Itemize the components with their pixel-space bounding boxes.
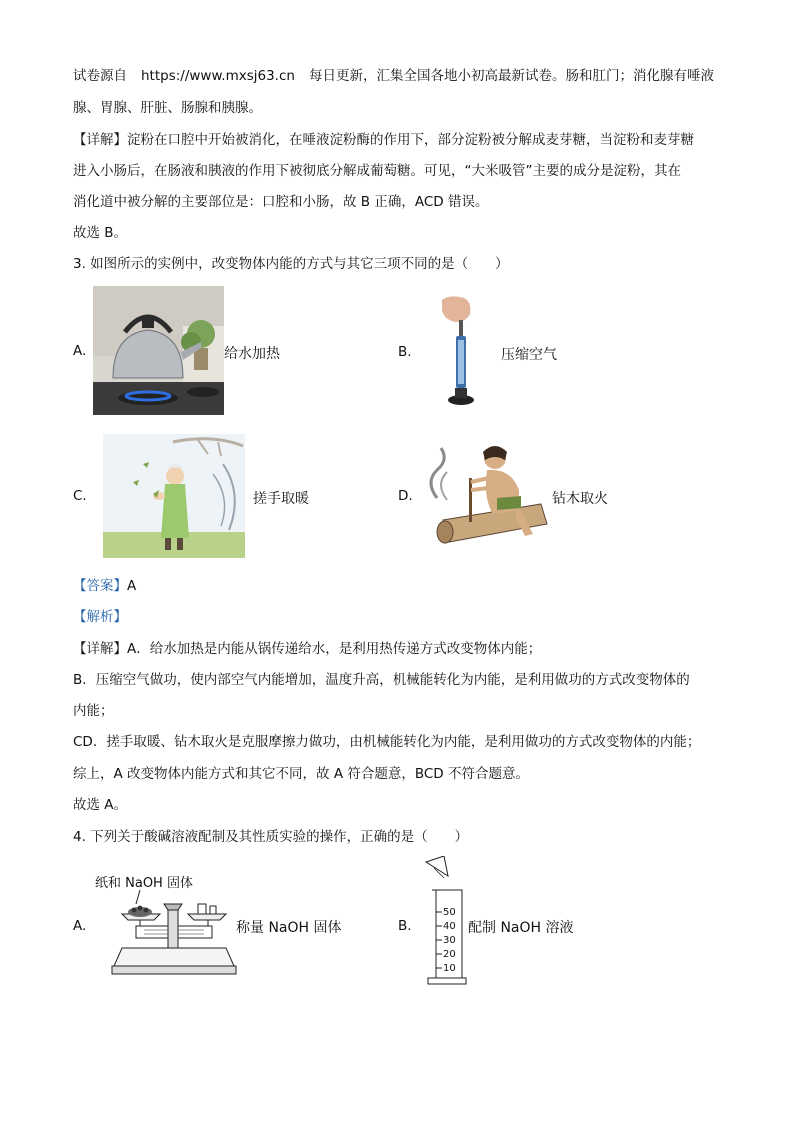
answer-line [73,576,136,596]
answer-label: 【答案】 [73,578,127,594]
option-b-letter: B. [398,344,412,360]
text-line: 故选 B。 [73,225,128,241]
option-a-letter: A. [73,343,87,359]
q4-option-b-letter: B. [398,918,412,934]
cylinder-tick-50: 50 [443,907,456,918]
cylinder-tick-40: 40 [443,921,456,932]
drilling-wood-fire-image [423,438,551,552]
option-d-letter: D. [398,488,413,504]
balance-scale-image [110,890,238,976]
cylinder-tick-10: 10 [443,963,456,974]
measuring-cylinder-image [424,856,468,988]
text-line: 故选 A。 [73,797,128,813]
text-line: 综上，A 改变物体内能方式和其它不同，故 A 符合题意，BCD 不符合题意。 [73,766,529,782]
header-url[interactable]: https://www.mxsj63.cn [141,68,295,84]
text-line: 腺、胃腺、肝脏、肠腺和胰腺。 [73,100,262,116]
text-line: 进入小肠后，在肠液和胰液的作用下被彻底分解成葡萄糖。可见，“大米吸管”主要的成分是淀粉，其在 [73,163,681,179]
rubbing-hands-image [103,434,245,558]
q4-option-a-caption: 称量 NaOH 固体 [236,920,342,936]
option-d-caption: 钻木取火 [552,491,608,507]
text-line: 【详解】A．给水加热是内能从锅传递给水，是利用热传递方式改变物体内能； [73,641,542,657]
option-b-caption: 压缩空气 [501,347,557,363]
option-c-caption: 搓手取暖 [253,491,309,507]
header-line [73,66,714,86]
text-line: 内能； [73,703,114,719]
text-line: 【详解】淀粉在口腔中开始被消化，在唾液淀粉酶的作用下，部分淀粉被分解成麦芽糖，当淀粉和麦芽糖 [73,132,694,148]
cylinder-tick-20: 20 [443,949,456,960]
q4-option-b-caption: 配制 NaOH 溶液 [468,920,574,936]
answer-value: A [127,578,137,594]
question-4: 4. 下列关于酸碱溶液配制及其性质实验的操作，正确的是（ ） [73,829,469,845]
balance-label: 纸和 NaOH 固体 [95,876,193,891]
text-line: B．压缩空气做功，使内部空气内能增加，温度升高，机械能转化为内能，是利用做功的方式改变物体的 [73,672,690,688]
kettle-on-stove-image [93,286,224,415]
air-pump-image [436,296,486,408]
option-a-caption: 给水加热 [224,346,280,362]
cylinder-tick-30: 30 [443,935,456,946]
header-rest: 每日更新，汇集全国各地小初高最新试卷。肠和肛门；消化腺有唾液 [308,68,714,84]
header-source: 试卷源自 [73,68,127,84]
option-c-letter: C. [73,488,87,504]
question-3: 3. 如图所示的实例中，改变物体内能的方式与其它三项不同的是（ ） [73,256,509,272]
analysis-label: 【解析】 [73,609,127,625]
text-line: 消化道中被分解的主要部位是：口腔和小肠，故 B 正确，ACD 错误。 [73,194,489,210]
q4-option-a-letter: A. [73,918,87,934]
text-line: CD．搓手取暖、钻木取火是克服摩擦力做功，由机械能转化为内能，是利用做功的方式改变物体的内能； [73,734,701,750]
